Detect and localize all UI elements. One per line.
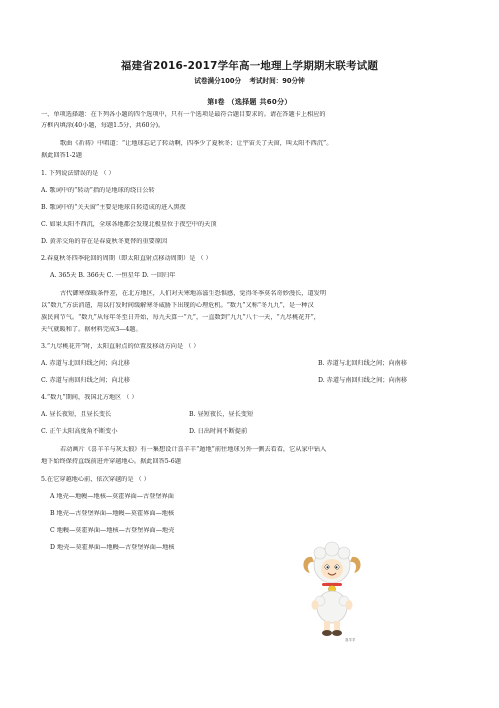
question-1-stem: 1. 下列说法错误的是 （ ）: [41, 170, 115, 177]
question-4-option-b: B. 昼短夜长，昼长变短: [189, 411, 254, 418]
question-4-option-c: C. 正午太阳高度角不断变小: [41, 428, 118, 435]
question-2-options: A. 365天 B. 366天 C. 一恒星年 D. 一回归年: [50, 272, 176, 279]
cartoon-sheep-illustration: [298, 541, 366, 639]
question-5-option-a: A 地壳—地幔—地核—莫霍界面—古登堡界面: [50, 493, 174, 500]
exam-info: 试卷满分100分 考试时间：90分钟: [194, 77, 305, 85]
passage-2-line-3: 族民间节气。“数九”从每年冬至日开始，每九天算一“九”，一直数到“九九”八十一天，“九尽桃花开”，: [41, 314, 320, 321]
question-3-option-c: C. 赤道与南回归线之间；向北移: [41, 377, 130, 384]
question-4-option-d: D. 日出时间不断提前: [189, 428, 248, 435]
passage-2-line-2: 以“数九”方法消遣，用以打发时间缓解寒冬威胁下出现的心理危机。“数九”又称“冬九九”，是一种汉: [41, 302, 314, 309]
question-1-option-d: D. 黄赤交角的存在是春夏秋冬更替的重要原因: [41, 238, 168, 245]
question-4-stem: 4.“数九”期间，我国北方地区 （ ）: [41, 394, 138, 401]
sheep-body: [317, 591, 347, 623]
section-heading: 第Ⅰ卷 （选择题 共60分）: [207, 98, 292, 106]
question-3-option-a: A. 赤道与北回归线之间；向北移: [41, 360, 130, 367]
question-1-option-c: C. 如果太阳不西沉，全球各地都会发现北极星位于夜空中的天顶: [41, 221, 217, 228]
question-3-option-b: B. 赤道与北回归线之间；向南移: [318, 360, 407, 367]
passage-2-line-1: 古代御寒保暖条件差，在北方地区，人们对天寒地冻滋生恐惧感，觉得冬季莫名奇妙漫长，道发明: [60, 290, 327, 297]
question-5-option-b: B 地壳—古登堡界面—地幔—莫霍界面—地核: [50, 510, 175, 517]
instructions-line-1: 一、单项选择题：在下列各小题的四个选项中，只有一个选项是最符合题目要求的。请在答题卡上相应的: [41, 111, 326, 118]
question-5-option-c: C 地幔—莫霍界面—地核—古登堡界面—地壳: [50, 527, 175, 534]
question-3-option-d: D. 赤道与南回归线之间；向南移: [318, 377, 408, 384]
question-1-option-b: B. 歌词中的“关天窗”主要是地球自转造成的进入黑夜: [41, 204, 186, 211]
question-5-stem: 5.在它穿越地心前，依次穿越的是 （ ）: [41, 476, 150, 483]
question-2-stem: 2.春夏秋冬四季轮回的周期（即太阳直射点移动周期）是 （ ）: [41, 255, 212, 262]
question-3-stem: 3.“九尽桃花开”时，太阳直射点的位置及移动方向是 （ ）: [41, 343, 200, 350]
passage-3-line-1: 若动画片《喜羊羊与灰太狼》有一集想设计喜羊羊“遁地”前往地球另外一侧去看看，它从家中钻入: [60, 446, 327, 453]
question-4-option-a: A. 昼长夜短，且昼长变长: [41, 411, 112, 418]
sheep-face: [321, 559, 343, 579]
figure-caption: 喜羊羊: [345, 638, 356, 642]
question-5-option-d: D 地壳—莫霍界面—地幔—古登堡界面—地核: [50, 544, 175, 551]
passage-1-line-2: 据此回答1-2题: [41, 152, 82, 159]
left-horn: [303, 557, 314, 573]
question-1-option-a: A. 歌词中的“转动”指的是地球的绕日公转: [41, 187, 155, 194]
page-title: 福建省2016-2017学年高一地理上学期期末联考试题: [120, 60, 379, 72]
right-horn: [350, 557, 361, 573]
instructions-line-2: 方框内填涂(40小题，每题1.5分，共60分)。: [41, 122, 165, 129]
passage-2-line-4: 天气就暖和了。据材料完成3—4题。: [41, 326, 142, 333]
passage-1-line-1: 歌曲《祈祷》中唱道：“让地球忘记了转动啊，四季少了夏秋冬；让宇宙关了天窗，叫太阳不西沉”。: [60, 140, 333, 147]
passage-3-line-2: 地下始终保持直线前进并穿越地心。据此回答5-6题: [41, 458, 181, 465]
